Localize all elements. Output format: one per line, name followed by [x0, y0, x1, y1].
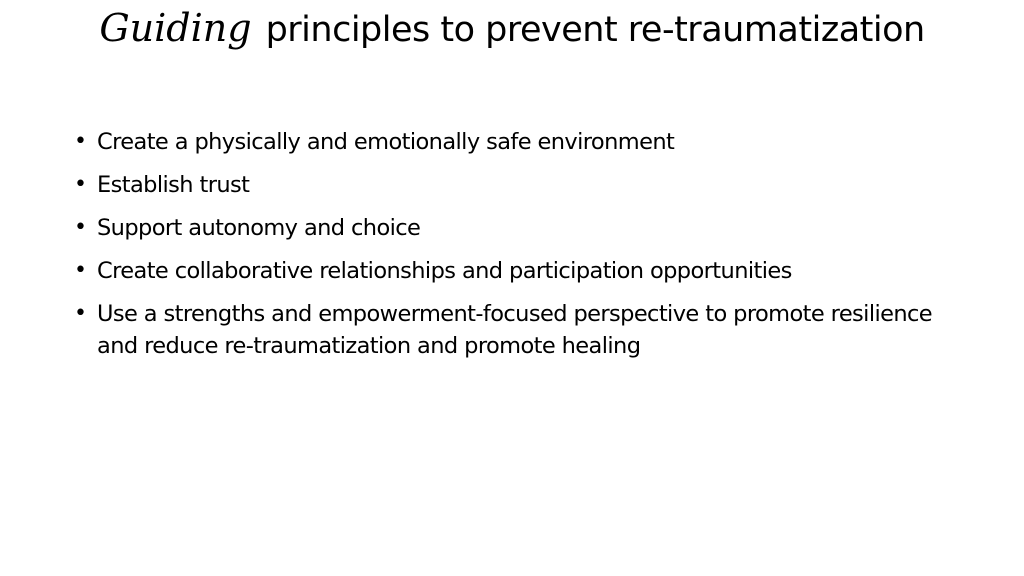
bullet-icon: • [74, 172, 87, 197]
bullet-icon: • [74, 215, 87, 240]
bullet-text: Support autonomy and choice [97, 215, 421, 241]
bullet-item [74, 126, 954, 158]
bullet-icon: • [74, 258, 87, 283]
bullet-item [74, 255, 954, 287]
bullet-text: Create collaborative relationships and participation opportunities [97, 258, 792, 284]
bullet-text: Use a strengths and empowerment-focused perspective to promote resilience and reduce re-traumatization and promote healing [97, 301, 933, 359]
bullet-item [74, 212, 954, 244]
bullet-text: Create a physically and emotionally safe environment [97, 129, 675, 155]
slide-title [90, 4, 934, 54]
bullet-list [74, 126, 954, 373]
bullet-text: Establish trust [97, 172, 250, 198]
title-rest: principles to prevent re-traumatization [265, 10, 925, 50]
title-script-word: Guiding [99, 6, 252, 50]
bullet-icon: • [74, 301, 87, 326]
bullet-icon: • [74, 129, 87, 154]
bullet-item [74, 298, 954, 362]
bullet-item [74, 169, 954, 201]
